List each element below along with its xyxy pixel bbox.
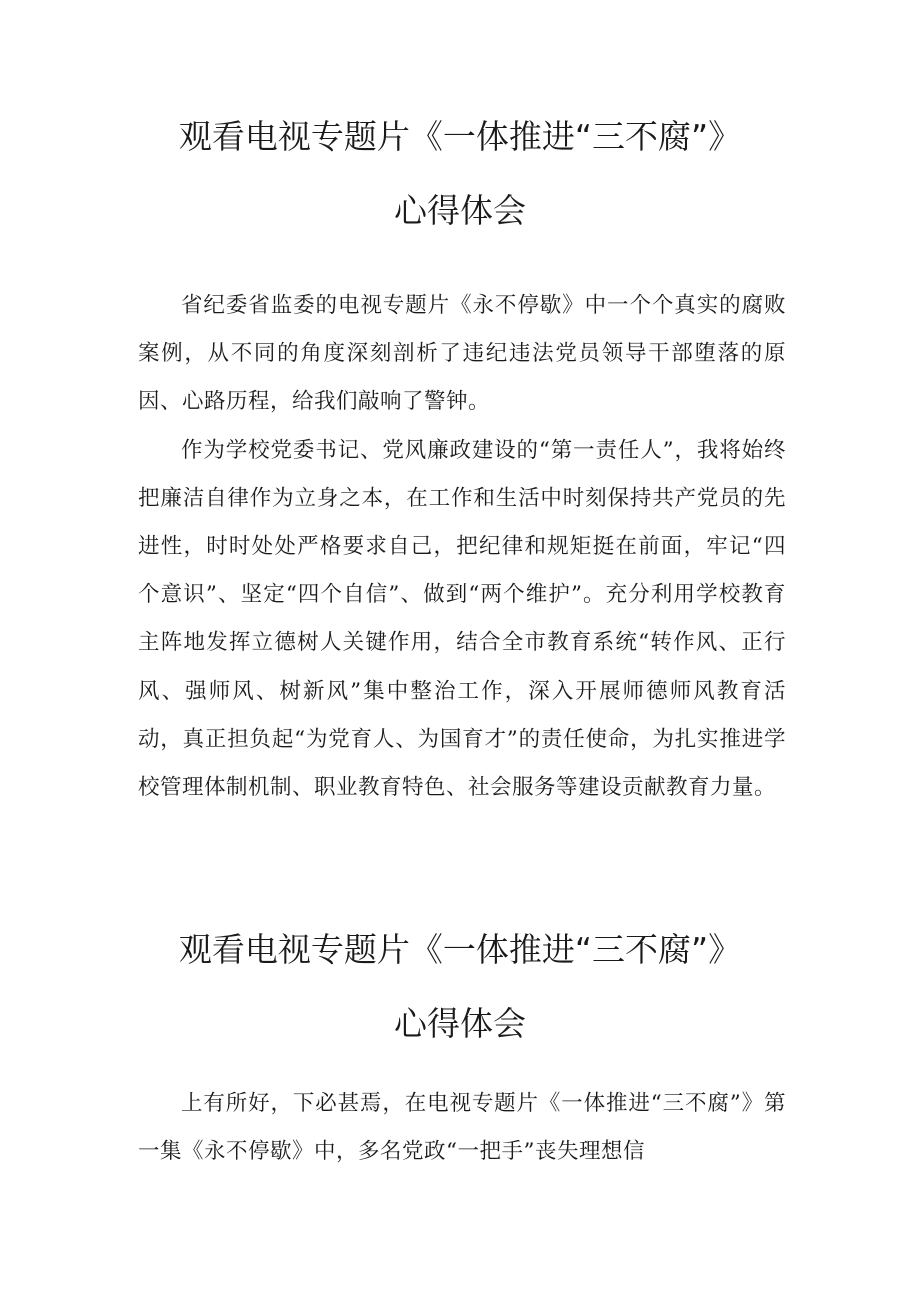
section-1-title-line-1: 观看电视专题片《一体推进“三不腐”》 (178, 117, 742, 156)
section-1-title-line-2: 心得体会 (394, 191, 526, 230)
section-1-paragraph-2: 作为学校党委书记、党风廉政建设的“第一责任人”，我将始终把廉洁自律作为立身之本，在工作和生活中时刻保持共产党员的先进性，时时处处严格要求自己，把纪律和规矩挺在前面，牢记“四个意识”、坚定“四个自信”、做到“两个维护”。充分利用学校教育主阵地发挥立德树人关键作用，结合全市教育系统“转作风、正行风、强师风、树新风”集中整治工作，深入开展师德师风教育活动，真正担负起“为党育人、为国育才”的责任使命，为扎实推进学校管理体制机制、职业教育特色、社会服务等建设贡献教育力量。 (138, 437, 786, 801)
section-1-title (100, 100, 820, 248)
section-2-paragraph-1: 上有所好，下必甚焉，在电视专题片《一体推进“三不腐”》第一集《永不停歇》中，多名党政“一把手”丧失理想信 (138, 1091, 786, 1165)
section-1-paragraph-1: 省纪委省监委的电视专题片《永不停歇》中一个个真实的腐败案例，从不同的角度深刻剖析了违纪违法党员领导干部堕落的原因、心路历程，给我们敲响了警钟。 (138, 293, 786, 415)
section-1-body (138, 282, 786, 812)
section-2-title-line-1: 观看电视专题片《一体推进“三不腐”》 (178, 930, 742, 969)
section-2-body (138, 1080, 786, 1176)
section-2-title-line-2: 心得体会 (394, 1004, 526, 1043)
section-2-title (70, 913, 850, 1061)
